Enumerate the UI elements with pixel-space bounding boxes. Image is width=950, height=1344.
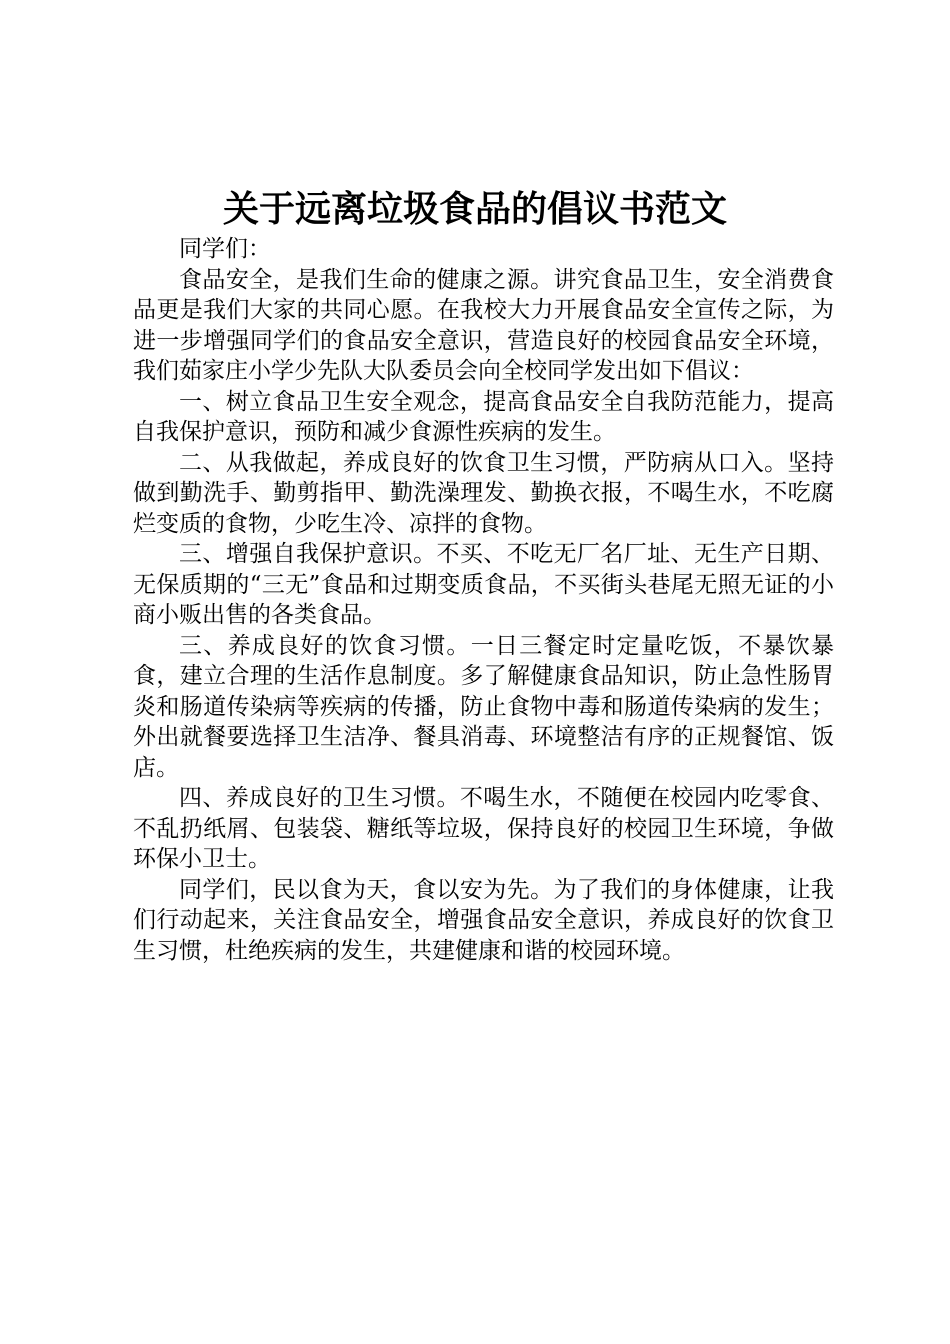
paragraph-item-3b: 三、养成良好的饮食习惯。一日三餐定时定量吃饭，不暴饮暴食，建立合理的生活作息制度。多了解健康食品知识，防止急性肠胃炎和肠道传染病等疾病的传播，防止食物中毒和肠道传染病的发生；外出就餐要选择卫生洁净、餐具消毒、环境整洁有序的正规餐馆、饭店。: [133, 632, 834, 781]
paragraph-item-3: 三、增强自我保护意识。不买、不吃无厂名厂址、无生产日期、无保质期的“三无”食品和过期变质食品，不买街头巷尾无照无证的小商小贩出售的各类食品。: [133, 541, 834, 628]
paragraph-item-1: 一、树立食品卫生安全观念，提高食品安全自我防范能力，提高自我保护意识，预防和减少食源性疾病的发生。: [133, 388, 834, 445]
paragraph-intro: 食品安全，是我们生命的健康之源。讲究食品卫生，安全消费食品更是我们大家的共同心愿。在我校大力开展食品安全宣传之际，为进一步增强同学们的食品安全意识，营造良好的校园食品安全环境，我们茹家庄小学少先队大队委员会向全校同学发出如下倡议：: [133, 266, 834, 384]
document-body: [133, 234, 834, 966]
paragraph-item-2: 二、从我做起，养成良好的饮食卫生习惯，严防病从口入。坚持做到勤洗手、勤剪指甲、勤洗澡理发、勤换衣报，不喝生水，不吃腐烂变质的食物，少吃生冷、凉拌的食物。: [133, 449, 834, 537]
paragraph-item-4: 四、养成良好的卫生习惯。不喝生水，不随便在校园内吃零食、不乱扔纸屑、包装袋、糖纸等垃圾，保持良好的校园卫生环境，争做环保小卫士。: [133, 785, 834, 872]
salutation: 同学们：: [179, 236, 271, 262]
paragraph-closing: 同学们，民以食为天，食以安为先。为了我们的身体健康，让我们行动起来，关注食品安全，增强食品安全意识，养成良好的饮食卫生习惯，杜绝疾病的发生，共建健康和谐的校园环境。: [133, 876, 834, 964]
document-title: 关于远离垃圾食品的倡议书范文: [222, 188, 727, 230]
